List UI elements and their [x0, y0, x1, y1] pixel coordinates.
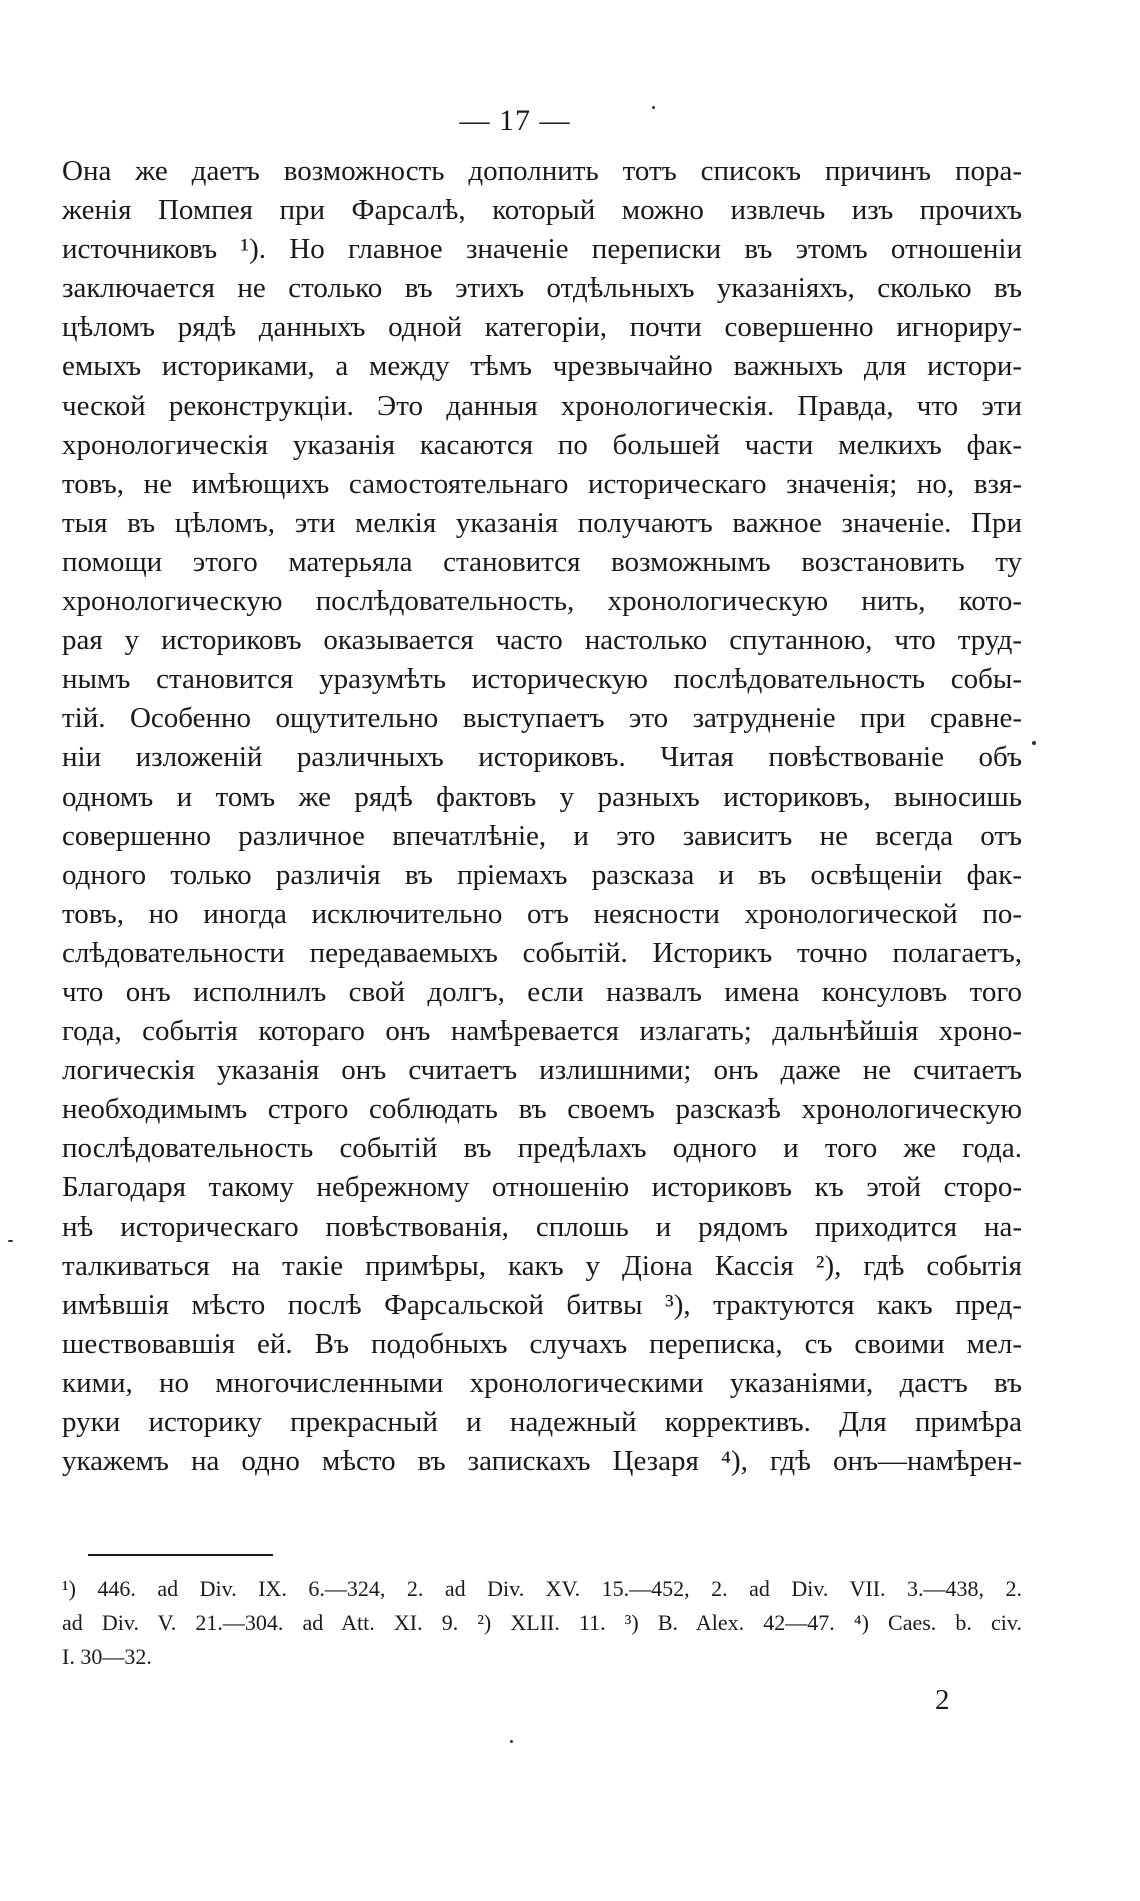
page-number: — 17 — — [459, 104, 571, 137]
text-line: года, событія котораго онъ намѣревается излагать; дальнѣйшія хроно- — [62, 1015, 1022, 1048]
text-line: совершенно различное впечатлѣніе, и это зависитъ не всегда отъ — [62, 819, 1022, 852]
text-line: емыхъ историками, а между тѣмъ чрезвычайно важныхъ для истори- — [62, 350, 1022, 383]
text-line: заключается не столько въ этихъ отдѣльныхъ указаніяхъ, сколько въ — [62, 272, 1022, 305]
text-line: имѣвшія мѣсто послѣ Фарсальской битвы ³), трактуются какъ пред- — [62, 1288, 1022, 1321]
footnote-line: ad Div. V. 21.—304. ad Att. XI. 9. ²) XLII. 11. ³) B. Alex. 42—47. ⁴) Caes. b. civ. — [62, 1610, 1022, 1635]
text-line: Она же даетъ возможность дополнить тотъ списокъ причинъ пора- — [62, 155, 1022, 187]
text-line: женія Помпея при Фарсалѣ, который можно извлечь изъ прочихъ — [62, 194, 1022, 227]
text-line: ческой реконструкціи. Это данныя хронологическія. Правда, что эти — [62, 389, 1022, 422]
text-line: руки историку прекрасный и надежный коррективъ. Для примѣра — [62, 1406, 1022, 1438]
text-line: кими, но многочисленными хронологическими указаніями, дастъ въ — [62, 1366, 1022, 1399]
text-line: помощи этого матерьяла становится возможнымъ возстановить ту — [62, 545, 1022, 578]
text-line: хронологическую послѣдовательность, хронологическую нить, кото- — [62, 585, 1022, 618]
text-line: талкиваться на такіе примѣры, какъ у Діона Кассія ²), гдѣ событія — [62, 1249, 1022, 1282]
text-line: что онъ исполнилъ свой долгъ, если назвалъ имена консуловъ того — [62, 975, 1022, 1008]
footnote-divider — [88, 1554, 273, 1556]
text-line: шествовавшія ей. Въ подобныхъ случахъ переписка, съ своими мел- — [62, 1327, 1022, 1360]
text-line: слѣдовательности передаваемыхъ событій. Историкъ точно полагаетъ, — [62, 936, 1022, 969]
footnote-line: I. 30—32. — [62, 1644, 152, 1669]
text-line: нымъ становится уразумѣть историческую послѣдовательность собы- — [62, 663, 1022, 696]
text-line: логическія указанія онъ считаетъ излишними; онъ даже не считаетъ — [62, 1054, 1022, 1087]
text-line: тій. Особенно ощутительно выступаетъ это затрудненіе при сравне- — [62, 702, 1022, 735]
footnotes — [62, 1572, 1022, 1674]
text-line: нѣ историческаго повѣствованія, сплошь и рядомъ приходится на- — [62, 1210, 1022, 1243]
footnote-line: ¹) 446. ad Div. IX. 6.—324, 2. ad Div. XV. 15.—452, 2. ad Div. VII. 3.—438, 2. — [62, 1576, 1022, 1601]
text-line: источниковъ ¹). Но главное значеніе переписки въ этомъ отношеніи — [62, 233, 1022, 266]
text-line: хронологическія указанія касаются по большей части мелкихъ фак- — [62, 428, 1022, 461]
text-line: необходимымъ строго соблюдать въ своемъ разсказѣ хронологическую — [62, 1093, 1022, 1126]
paper-speck — [652, 106, 655, 109]
paper-speck — [1032, 741, 1036, 745]
signature-mark: 2 — [935, 1684, 950, 1716]
text-line: послѣдовательность событій въ предѣлахъ одного и того же года. — [62, 1132, 1022, 1165]
text-line: укажемъ на одно мѣсто въ запискахъ Цезаря ⁴), гдѣ онъ—намѣрен- — [62, 1445, 1022, 1478]
text-line: одномъ и томъ же рядѣ фактовъ у разныхъ историковъ, выносишь — [62, 780, 1022, 813]
text-line: Благодаря такому небрежному отношенію историковъ къ этой сторо- — [62, 1171, 1022, 1204]
text-line: рая у историковъ оказывается часто настолько спутанною, что труд- — [62, 624, 1022, 657]
text-line: цѣломъ рядѣ данныхъ одной категоріи, почти совершенно игнориру- — [62, 311, 1022, 344]
text-line: товъ, но иногда исключительно отъ неясности хронологической по- — [62, 897, 1022, 930]
paper-speck — [8, 1240, 13, 1242]
body-text — [62, 152, 1022, 1481]
text-line: ніи изложеній различныхъ историковъ. Читая повѣствованіе объ — [62, 741, 1022, 774]
text-line: тыя въ цѣломъ, эти мелкія указанія получаютъ важное значеніе. При — [62, 506, 1022, 539]
text-line: одного только различія въ пріемахъ разсказа и въ освѣщеніи фак- — [62, 858, 1022, 891]
text-line: товъ, не имѣющихъ самостоятельнаго историческаго значенія; но, взя- — [62, 467, 1022, 500]
paper-speck — [510, 1740, 513, 1743]
